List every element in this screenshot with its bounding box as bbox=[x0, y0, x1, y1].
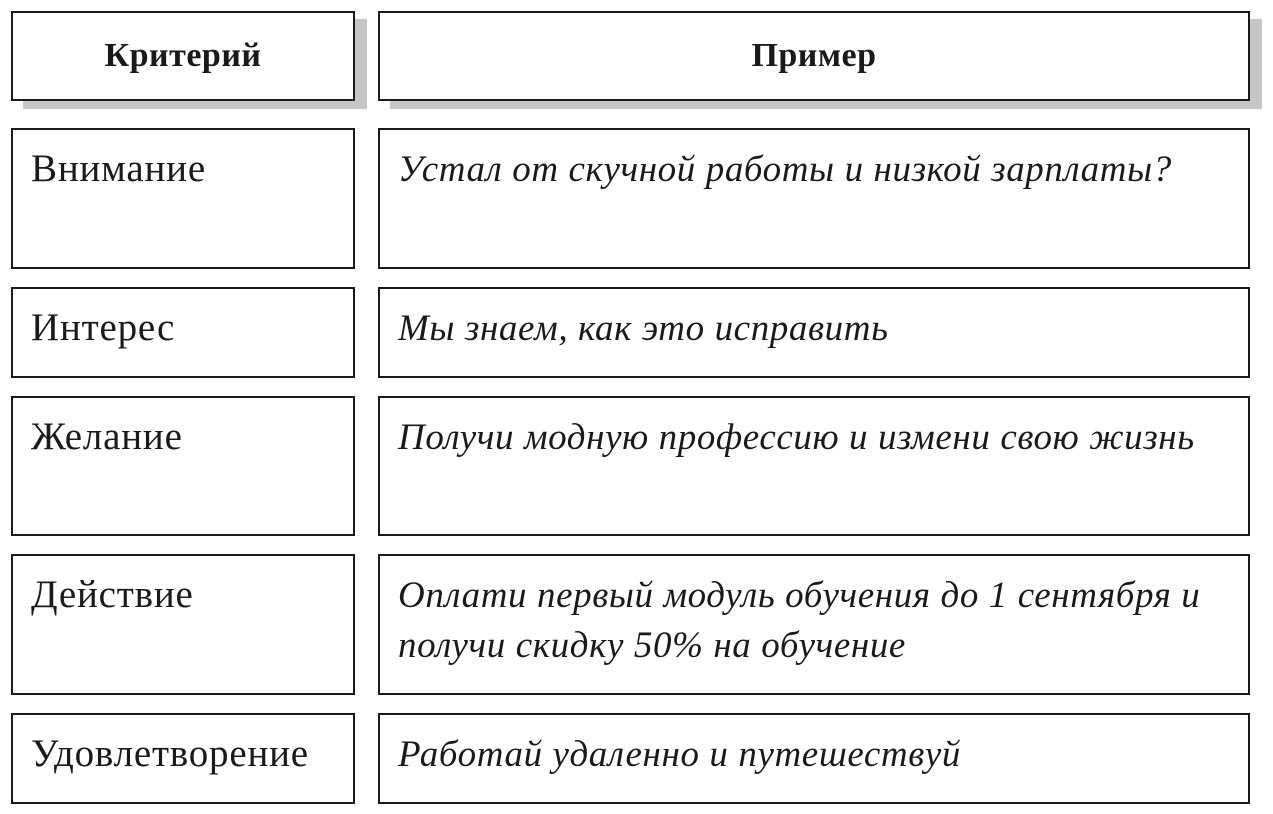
criterion-cell-satisfaction: Удовлетворение bbox=[11, 713, 355, 804]
example-cell-desire: Получи модную профессию и измени свою жизнь bbox=[378, 396, 1250, 536]
header-criterion: Критерий bbox=[11, 11, 355, 101]
criterion-cell-attention: Внимание bbox=[11, 128, 355, 269]
criterion-cell-desire: Желание bbox=[11, 396, 355, 536]
example-cell-attention: Устал от скучной работы и низкой зарплаты? bbox=[378, 128, 1250, 269]
example-cell-interest: Мы знаем, как это исправить bbox=[378, 287, 1250, 378]
header-example: Пример bbox=[378, 11, 1250, 101]
example-cell-action: Оплати первый модуль обучения до 1 сентября и получи скидку 50% на обучение bbox=[378, 554, 1250, 695]
example-cell-satisfaction: Работай удаленно и путешествуй bbox=[378, 713, 1250, 804]
criterion-cell-interest: Интерес bbox=[11, 287, 355, 378]
criterion-cell-action: Действие bbox=[11, 554, 355, 695]
